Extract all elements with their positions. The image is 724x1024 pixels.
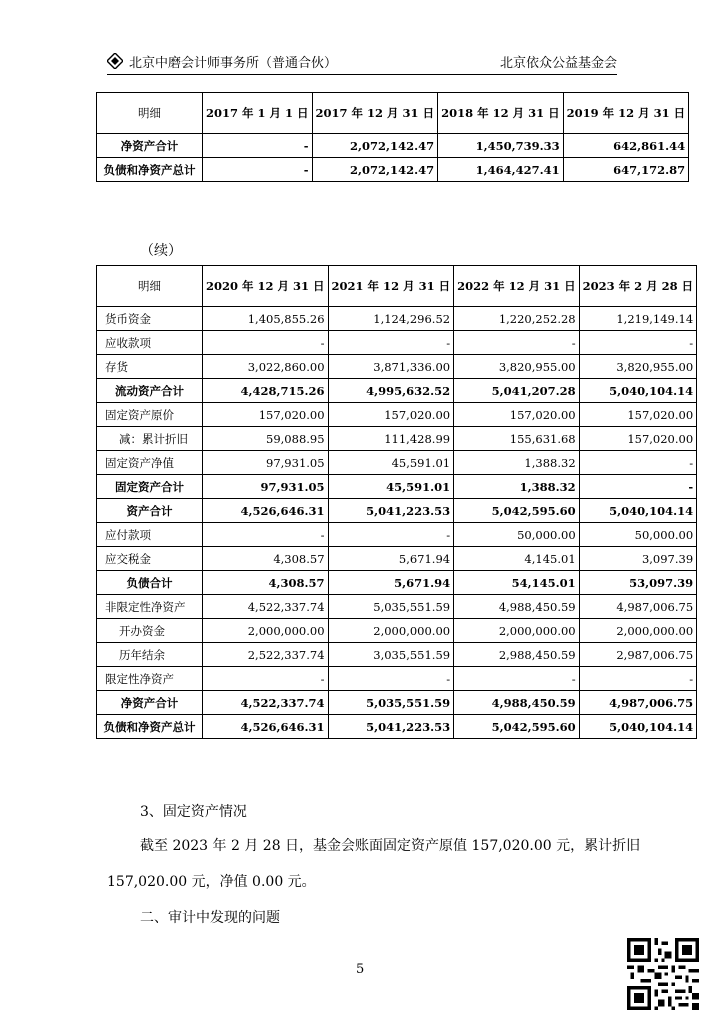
row-label: 负债和净资产总计: [97, 158, 203, 182]
table-row: [97, 571, 697, 595]
table-header-row: [97, 93, 689, 134]
cell-value: 5,041,223.53: [328, 499, 454, 523]
cell-value: 157,020.00: [579, 427, 697, 451]
column-header-date: 2020 年 12 月 31 日: [203, 266, 329, 307]
table-row: [97, 355, 697, 379]
cell-value: 5,041,223.53: [328, 715, 454, 739]
row-label: 净资产合计: [97, 691, 203, 715]
cell-value: 4,526,646.31: [203, 715, 329, 739]
cell-value: -: [203, 134, 313, 158]
cell-value: 4,308.57: [203, 571, 329, 595]
cell-value: 5,040,104.14: [579, 379, 697, 403]
cell-value: -: [579, 475, 697, 499]
cell-value: 3,022,860.00: [203, 355, 329, 379]
row-label: 减：累计折旧: [97, 427, 203, 451]
cell-value: 5,040,104.14: [579, 715, 697, 739]
cell-value: 54,145.01: [454, 571, 580, 595]
cell-value: 59,088.95: [203, 427, 329, 451]
table-row: [97, 403, 697, 427]
table-header-row: [97, 266, 697, 307]
cell-value: 157,020.00: [579, 403, 697, 427]
cell-value: 2,000,000.00: [454, 619, 580, 643]
row-label: 非限定性净资产: [97, 595, 203, 619]
cell-value: 647,172.87: [563, 158, 689, 182]
cell-value: 1,219,149.14: [579, 307, 697, 331]
cell-value: 5,035,551.59: [328, 595, 454, 619]
table-row: [97, 643, 697, 667]
cell-value: 2,072,142.47: [312, 134, 438, 158]
cell-value: 45,591.01: [328, 451, 454, 475]
column-header-date: 2022 年 12 月 31 日: [454, 266, 580, 307]
row-label: 限定性净资产: [97, 667, 203, 691]
section-2-title: 二、审计中发现的问题: [140, 910, 280, 926]
column-header-date: 2018 年 12 月 31 日: [438, 93, 564, 134]
balance-table-2017-2019: [96, 92, 689, 182]
table-row: [97, 499, 697, 523]
cell-value: 4,145.01: [454, 547, 580, 571]
row-label: 负债和净资产总计: [97, 715, 203, 739]
cell-value: 2,000,000.00: [328, 619, 454, 643]
cell-value: 5,042,595.60: [454, 499, 580, 523]
column-header-label: 明细: [97, 93, 203, 134]
column-header-date: 2023 年 2 月 28 日: [579, 266, 697, 307]
table-row: [97, 595, 697, 619]
table-row: [97, 158, 689, 182]
cell-value: 1,388.32: [454, 451, 580, 475]
row-label: 负债合计: [97, 571, 203, 595]
cell-value: 97,931.05: [203, 451, 329, 475]
cell-value: 4,987,006.75: [579, 595, 697, 619]
row-label: 历年结余: [97, 643, 203, 667]
cell-value: 1,405,855.26: [203, 307, 329, 331]
cell-value: 155,631.68: [454, 427, 580, 451]
header-left: [107, 52, 337, 71]
cell-value: 3,820,955.00: [454, 355, 580, 379]
table-row: [97, 619, 697, 643]
cell-value: 4,308.57: [203, 547, 329, 571]
cell-value: 4,428,715.26: [203, 379, 329, 403]
cell-value: 2,988,450.59: [454, 643, 580, 667]
column-header-label: 明细: [97, 266, 203, 307]
table-row: [97, 134, 689, 158]
table-row: [97, 475, 697, 499]
cell-value: -: [328, 331, 454, 355]
cell-value: -: [328, 523, 454, 547]
cell-value: 642,861.44: [563, 134, 689, 158]
row-label: 净资产合计: [97, 134, 203, 158]
table-row: [97, 331, 697, 355]
table-row: [97, 307, 697, 331]
cell-value: 1,464,427.41: [438, 158, 564, 182]
section-3-title: 3、固定资产情况: [140, 804, 247, 820]
cell-value: -: [203, 331, 329, 355]
cell-value: 3,097.39: [579, 547, 697, 571]
cell-value: 1,124,296.52: [328, 307, 454, 331]
cell-value: 4,995,632.52: [328, 379, 454, 403]
cell-value: 5,042,595.60: [454, 715, 580, 739]
row-label: 开办资金: [97, 619, 203, 643]
table-row: [97, 667, 697, 691]
row-label: 应付款项: [97, 523, 203, 547]
cell-value: 5,041,207.28: [454, 379, 580, 403]
cell-value: 5,671.94: [328, 571, 454, 595]
cell-value: -: [579, 451, 697, 475]
cell-value: 1,220,252.28: [454, 307, 580, 331]
row-label: 货币资金: [97, 307, 203, 331]
row-label: 固定资产合计: [97, 475, 203, 499]
table-row: [97, 523, 697, 547]
column-header-date: 2019 年 12 月 31 日: [563, 93, 689, 134]
continued-label: （续）: [140, 243, 182, 259]
row-label: 应收款项: [97, 331, 203, 355]
qr-code-icon: [627, 938, 699, 1010]
cell-value: -: [203, 158, 313, 182]
cell-value: -: [454, 331, 580, 355]
header-left-org: 北京中磨会计师事务所（普通合伙）: [129, 55, 338, 71]
row-label: 固定资产净值: [97, 451, 203, 475]
table-row: [97, 379, 697, 403]
table-row: [97, 691, 697, 715]
cell-value: -: [454, 667, 580, 691]
cell-value: 45,591.01: [328, 475, 454, 499]
page-header: [107, 48, 617, 75]
cell-value: -: [203, 523, 329, 547]
cell-value: -: [579, 331, 697, 355]
table-row: [97, 547, 697, 571]
row-label: 流动资产合计: [97, 379, 203, 403]
cell-value: 97,931.05: [203, 475, 329, 499]
cell-value: -: [579, 667, 697, 691]
row-label: 存货: [97, 355, 203, 379]
cell-value: 4,526,646.31: [203, 499, 329, 523]
row-label: 固定资产原价: [97, 403, 203, 427]
cell-value: 2,000,000.00: [579, 619, 697, 643]
cell-value: 2,000,000.00: [203, 619, 329, 643]
column-header-date: 2017 年 1 月 1 日: [203, 93, 313, 134]
cell-value: 2,072,142.47: [312, 158, 438, 182]
cell-value: 4,522,337.74: [203, 595, 329, 619]
cell-value: 50,000.00: [579, 523, 697, 547]
header-right-org: 北京依众公益基金会: [499, 55, 617, 71]
cell-value: 157,020.00: [328, 403, 454, 427]
cell-value: -: [203, 667, 329, 691]
cell-value: 53,097.39: [579, 571, 697, 595]
cell-value: 5,040,104.14: [579, 499, 697, 523]
cell-value: 50,000.00: [454, 523, 580, 547]
paragraph-line-2: 157,020.00 元，净值 0.00 元。: [107, 874, 316, 890]
cell-value: 111,428.99: [328, 427, 454, 451]
cell-value: 157,020.00: [454, 403, 580, 427]
row-label: 应交税金: [97, 547, 203, 571]
cell-value: 4,987,006.75: [579, 691, 697, 715]
cell-value: 5,671.94: [328, 547, 454, 571]
column-header-date: 2017 年 12 月 31 日: [312, 93, 438, 134]
paragraph-line-1: 截至 2023 年 2 月 28 日，基金会账面固定资产原值 157,020.00 元，累计折旧: [140, 838, 641, 854]
cell-value: 157,020.00: [203, 403, 329, 427]
cell-value: 2,987,006.75: [579, 643, 697, 667]
balance-table-2020-2023: [96, 265, 697, 739]
cell-value: 4,522,337.74: [203, 691, 329, 715]
cell-value: 2,522,337.74: [203, 643, 329, 667]
diamond-logo-icon: [107, 53, 123, 69]
page-number: 5: [356, 962, 365, 977]
cell-value: 3,871,336.00: [328, 355, 454, 379]
row-label: 资产合计: [97, 499, 203, 523]
table-row: [97, 451, 697, 475]
cell-value: 3,035,551.59: [328, 643, 454, 667]
cell-value: 3,820,955.00: [579, 355, 697, 379]
cell-value: 5,035,551.59: [328, 691, 454, 715]
cell-value: 1,450,739.33: [438, 134, 564, 158]
cell-value: 4,988,450.59: [454, 691, 580, 715]
table-row: [97, 715, 697, 739]
cell-value: 4,988,450.59: [454, 595, 580, 619]
table-row: [97, 427, 697, 451]
cell-value: 1,388.32: [454, 475, 580, 499]
cell-value: -: [328, 667, 454, 691]
column-header-date: 2021 年 12 月 31 日: [328, 266, 454, 307]
